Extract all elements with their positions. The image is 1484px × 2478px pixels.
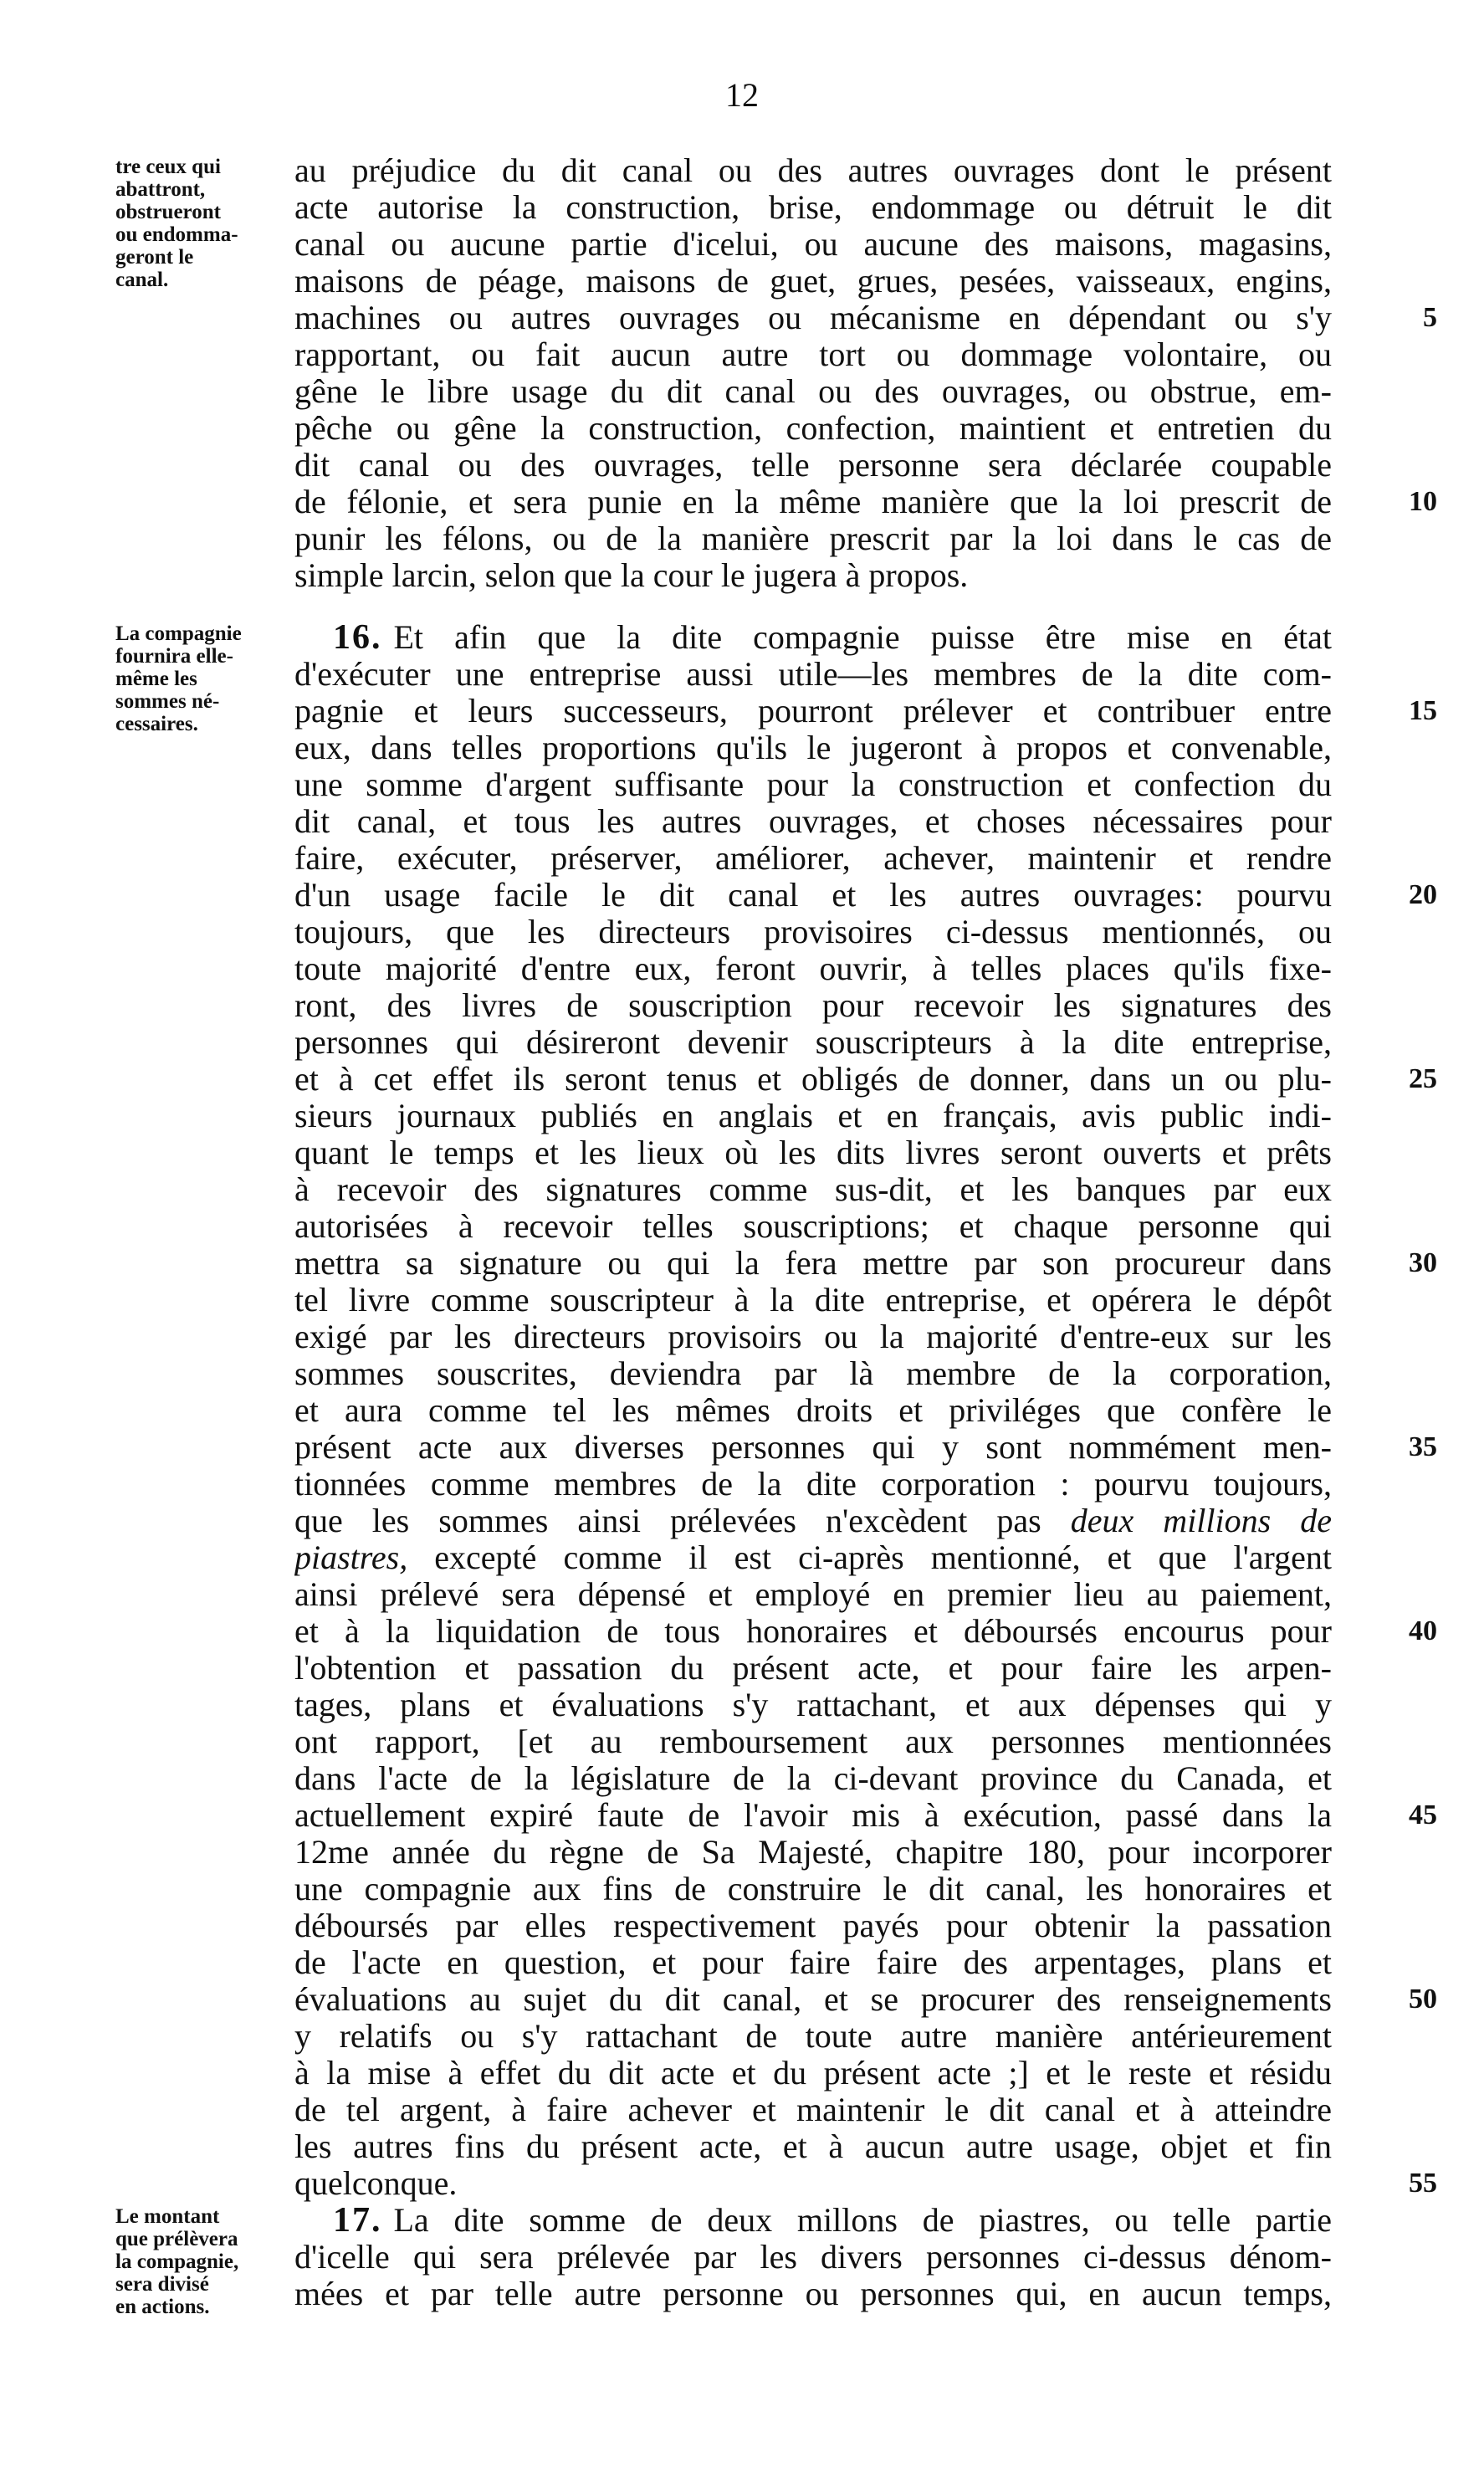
body-line (333, 619, 1332, 656)
body-line: dit canal, et tous les autres ouvrages, et choses nécessaires pour (294, 803, 1332, 840)
body-line: sommes souscrites, deviendra par là membre de la corporation, (294, 1355, 1332, 1392)
page-number: 12 (725, 76, 759, 114)
margin-note (115, 622, 291, 735)
body-line: et à la liquidation de tous honoraires et déboursés encourus pour (294, 1613, 1332, 1650)
line-number: 40 (1409, 1615, 1437, 1646)
body-line: mées et par telle autre personne ou personnes qui, en aucun temps, (294, 2276, 1332, 2312)
line-number: 5 (1423, 302, 1437, 333)
body-line: machines ou autres ouvrages ou mécanisme en dépendant ou s'y (294, 300, 1332, 336)
body-line: pêche ou gêne la construction, confection, maintient et entretien du (294, 410, 1332, 447)
margin-note-line: obstrueront (115, 201, 221, 223)
body-line: d'un usage facile le dit canal et les autres ouvrages: pourvu (294, 877, 1332, 914)
line-number: 50 (1409, 1984, 1437, 2015)
body-line: dans l'acte de la législature de la ci-devant province du Canada, et (294, 1760, 1332, 1797)
body-line: à la mise à effet du dit acte et du présent acte ;] et le reste et résidu (294, 2055, 1332, 2091)
body-line (294, 1539, 1332, 1576)
body-line: quelconque. (294, 2165, 458, 2202)
body-line: sieurs journaux publiés en anglais et en français, avis public indi- (294, 1098, 1332, 1134)
body-line: actuellement expiré faute de l'avoir mis à exécution, passé dans la (294, 1797, 1332, 1834)
body-line: déboursés par elles respectivement payés pour obtenir la passation (294, 1907, 1332, 1944)
body-line: pagnie et leurs successeurs, pourront prélever et contribuer entre (294, 693, 1332, 730)
margin-note-line: geront le (115, 246, 194, 269)
body-line: toute majorité d'entre eux, feront ouvrir, à telles places qu'ils fixe- (294, 950, 1332, 987)
body-line: et aura comme tel les mêmes droits et priviléges que confère le (294, 1392, 1332, 1429)
margin-note-line: même les (115, 668, 197, 690)
line-number: 10 (1409, 486, 1437, 517)
body-line: 12me année du règne de Sa Majesté, chapitre 180, pour incorporer (294, 1834, 1332, 1871)
body-line: de tel argent, à faire achever et maintenir le dit canal et à atteindre (294, 2091, 1332, 2128)
body-line: rapportant, ou fait aucun autre tort ou dommage volontaire, ou (294, 336, 1332, 373)
section-number: 17. (333, 2202, 382, 2239)
body-line: l'obtention et passation du présent acte, et pour faire les arpen- (294, 1650, 1332, 1687)
margin-note-line: que prélèvera (115, 2228, 238, 2250)
body-line: maisons de péage, maisons de guet, grues, pesées, vaisseaux, engins, (294, 263, 1332, 300)
margin-note-line: sera divisé (115, 2273, 209, 2296)
body-line: punir les félons, ou de la manière prescrit par la loi dans le cas de (294, 520, 1332, 557)
body-line: à recevoir des signatures comme sus-dit, et les banques par eux (294, 1171, 1332, 1208)
section-first-line: Et afin que la dite compagnie puisse être mise en état (393, 619, 1332, 656)
body-line: de félonie, et sera punie en la même manière que la loi prescrit de (294, 484, 1332, 520)
margin-note-line: sommes né- (115, 690, 220, 713)
margin-note-line: la compagnie, (115, 2250, 239, 2273)
section-number: 16. (333, 619, 382, 656)
body-line: y relatifs ou s'y rattachant de toute autre manière antérieurement (294, 2018, 1332, 2055)
margin-note (115, 2205, 291, 2318)
body-line: tionnées comme membres de la dite corporation : pourvu toujours, (294, 1466, 1332, 1503)
line-number: 15 (1409, 695, 1437, 726)
body-line: et à cet effet ils seront tenus et obligés de donner, dans un ou plu- (294, 1061, 1332, 1098)
body-line: ont rapport, [et au remboursement aux personnes mentionnées (294, 1723, 1332, 1760)
body-line: de l'acte en question, et pour faire faire des arpentages, plans et (294, 1944, 1332, 1981)
margin-note-line: abattront, (115, 178, 206, 201)
margin-note-line: tre ceux qui (115, 156, 221, 178)
line-number: 30 (1409, 1247, 1437, 1278)
body-line: acte autorise la construction, brise, endommage ou détruit le dit (294, 189, 1332, 226)
body-line: toujours, que les directeurs provisoires ci-dessus mentionnés, ou (294, 914, 1332, 950)
body-line: au préjudice du dit canal ou des autres ouvrages dont le présent (294, 152, 1332, 189)
body-line: les autres fins du présent acte, et à aucun autre usage, objet et fin (294, 2128, 1332, 2165)
margin-note-line: en actions. (115, 2296, 210, 2318)
body-line: mettra sa signature ou qui la fera mettre par son procureur dans (294, 1245, 1332, 1282)
section-first-line: La dite somme de deux millons de piastres, ou telle partie (393, 2202, 1332, 2239)
line-number: 25 (1409, 1063, 1437, 1094)
margin-note-line: cessaires. (115, 713, 198, 735)
body-line: faire, exécuter, préserver, améliorer, achever, maintenir et rendre (294, 840, 1332, 877)
line-number: 35 (1409, 1431, 1437, 1462)
line-number: 45 (1409, 1800, 1437, 1830)
margin-note-line: canal. (115, 269, 169, 291)
body-line: dit canal ou des ouvrages, telle personne sera déclarée coupable (294, 447, 1332, 484)
body-line: autorisées à recevoir telles souscriptions; et chaque personne qui (294, 1208, 1332, 1245)
body-line: d'icelle qui sera prélevée par les divers personnes ci-dessus dénom- (294, 2239, 1332, 2276)
body-line: eux, dans telles proportions qu'ils le jugeront à propos et convenable, (294, 730, 1332, 766)
margin-note (115, 156, 291, 291)
body-line: ront, des livres de souscription pour recevoir les signatures des (294, 987, 1332, 1024)
body-line: personnes qui désireront devenir souscripteurs à la dite entreprise, (294, 1024, 1332, 1061)
body-line (294, 1503, 1332, 1539)
line-number: 20 (1409, 879, 1437, 910)
body-line (333, 2202, 1332, 2239)
body-line: quant le temps et les lieux où les dits livres seront ouverts et prêts (294, 1134, 1332, 1171)
body-line: ainsi prélevé sera dépensé et employé en premier lieu au paiement, (294, 1576, 1332, 1613)
margin-note-line: Le montant (115, 2205, 220, 2228)
line-text: que les sommes ainsi prélevées n'excèdent pas (294, 1503, 1041, 1539)
body-line: simple larcin, selon que la cour le jugera à propos. (294, 557, 969, 594)
body-line: exigé par les directeurs provisoirs ou la majorité d'entre-eux sur les (294, 1318, 1332, 1355)
body-line: tel livre comme souscripteur à la dite entreprise, et opérera le dépôt (294, 1282, 1332, 1318)
margin-note-line: ou endomma- (115, 223, 238, 246)
body-line: évaluations au sujet du dit canal, et se procurer des renseignements (294, 1981, 1332, 2018)
italic-amount: deux millions de (1070, 1503, 1332, 1539)
line-text: excepté comme il est ci-après mentionné, et que l'argent (434, 1539, 1332, 1576)
body-line: présent acte aux diverses personnes qui y sont nommément men- (294, 1429, 1332, 1466)
margin-note-line: La compagnie (115, 622, 242, 645)
body-line: gêne le libre usage du dit canal ou des ouvrages, ou obstrue, em- (294, 373, 1332, 410)
body-line: d'exécuter une entreprise aussi utile—les membres de la dite com- (294, 656, 1332, 693)
margin-note-line: fournira elle- (115, 645, 233, 668)
line-number: 55 (1409, 2168, 1437, 2199)
body-line: canal ou aucune partie d'icelui, ou aucune des maisons, magasins, (294, 226, 1332, 263)
italic-amount: piastres, (294, 1539, 408, 1576)
body-line: une somme d'argent suffisante pour la construction et confection du (294, 766, 1332, 803)
body-line: une compagnie aux fins de construire le dit canal, les honoraires et (294, 1871, 1332, 1907)
body-line: tages, plans et évaluations s'y rattachant, et aux dépenses qui y (294, 1687, 1332, 1723)
